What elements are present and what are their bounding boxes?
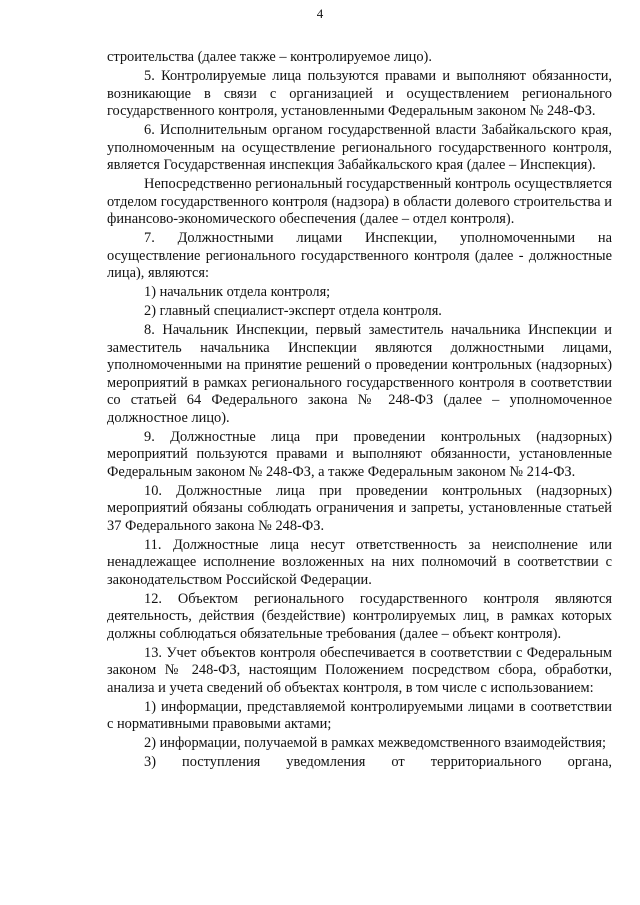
list-item: 1) начальник отдела контроля; (144, 284, 331, 300)
paragraph: 8. Начальник Инспекции, первый заместитель начальника Инспекции и заместитель начальника Инспекции являются должностными лицами, уполномоченными на принятие решений о проведении контрольных (надзорных) мероприятий в рамках регионального государственного контроля в соответствии со статьей 64 Федерального закона № 248-ФЗ (далее – уполномоченное должностное лицо). (107, 322, 612, 426)
paragraph: 6. Исполнительным органом государственной власти Забайкальского края, уполномоченным на осуществление регионального государственного контроля, является Государственная инспекция Забайкальского края (далее – Инспекция). (107, 122, 612, 173)
paragraph: Непосредственно региональный государственный контроль осуществляется отделом государственного контроля (надзора) в области долевого строительства и финансово-экономического обеспечения (далее – отдел контроля). (107, 176, 612, 227)
paragraph: 13. Учет объектов контроля обеспечивается в соответствии с Федеральным законом № 248-ФЗ, настоящим Положением посредством сбора, обработки, анализа и учета сведений об объектах контроля, в том числе с использованием: (107, 644, 612, 696)
list-item: 1) информации, представляемой контролируемыми лицами в соответствии с нормативными правовыми актами; (107, 698, 612, 732)
page-number: 4 (316, 6, 324, 21)
list-item: 2) информации, получаемой в рамках межведомственного взаимодействия; (144, 735, 606, 751)
paragraph: 12. Объектом регионального государственного контроля являются деятельность, действия (бездействие) контролируемых лиц, в рамках которых должны соблюдаться обязательные требования (далее – объект контроля). (107, 590, 612, 642)
list-item: 2) главный специалист-эксперт отдела контроля. (144, 303, 442, 319)
list-item: 3) поступления уведомления от территориального органа, (144, 754, 612, 770)
paragraph: 10. Должностные лица при проведении контрольных (надзорных) мероприятий обязаны соблюдать ограничения и запреты, установленные статьей 37 Федерального закона № 248-ФЗ. (107, 482, 612, 534)
paragraph: 11. Должностные лица несут ответственность за неисполнение или ненадлежащее исполнение возложенных на них полномочий в соответствии с законодательством Российской Федерации. (107, 536, 612, 588)
paragraph: 7. Должностными лицами Инспекции, уполномоченными на осуществление регионального государственного контроля (далее - должностные лица), являются: (107, 230, 612, 281)
document-body (107, 49, 612, 772)
paragraph: 9. Должностные лица при проведении контрольных (надзорных) мероприятий пользуются правами и выполняют обязанности, установленные Федеральным законом № 248-ФЗ, а также Федеральным законом № 214-ФЗ. (107, 428, 612, 480)
paragraph: строительства (далее также – контролируемое лицо). (107, 49, 432, 65)
paragraph: 5. Контролируемые лица пользуются правами и выполняют обязанности, возникающие в связи с организацией и осуществлением регионального государственного контроля, установленными Федеральным законом № 248-ФЗ. (107, 68, 612, 119)
